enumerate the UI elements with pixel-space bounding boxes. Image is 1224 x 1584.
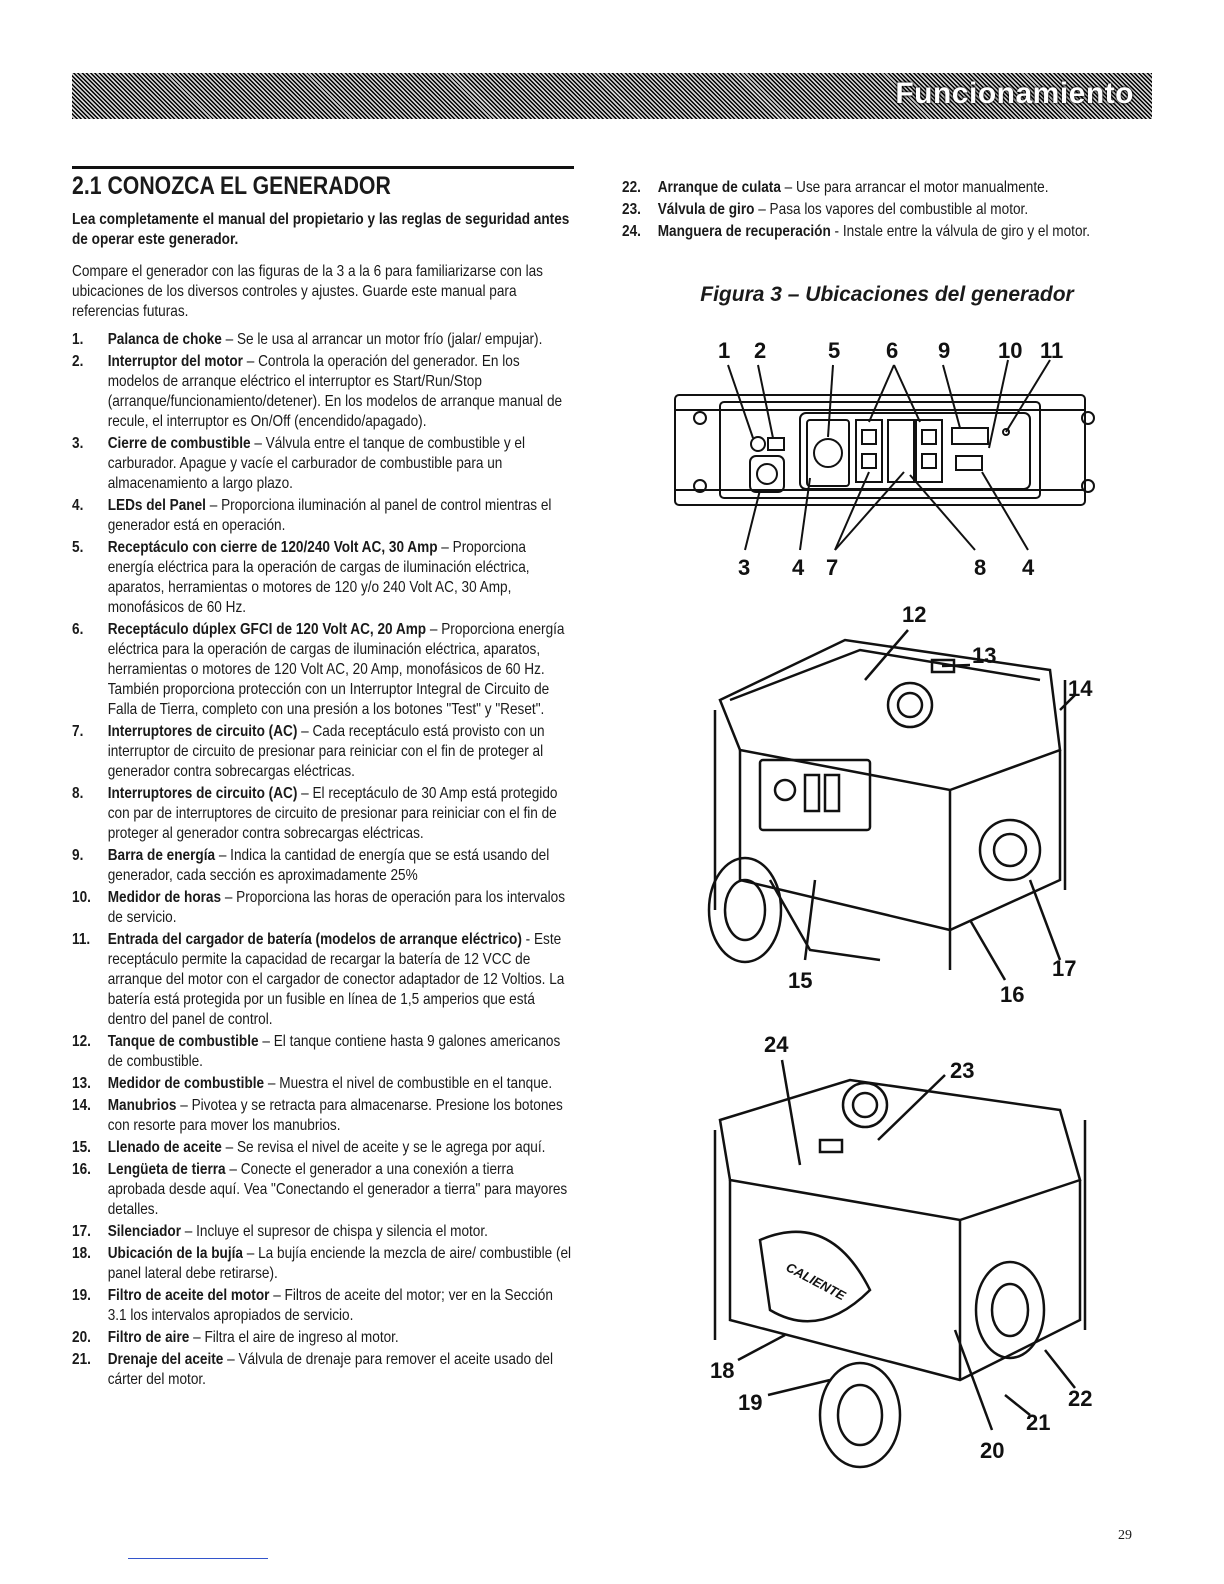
item-number: 19.	[72, 1287, 91, 1304]
component-list-right	[622, 178, 1149, 244]
generator-front-diagram	[709, 630, 1075, 980]
item-label: Interruptor del motor	[107, 353, 243, 370]
callout-1: 1	[718, 338, 731, 363]
callout-16: 16	[1000, 982, 1025, 1007]
item-label: Filtro de aire	[107, 1329, 190, 1346]
item-number: 22.	[622, 179, 641, 196]
item-number: 4.	[72, 497, 84, 514]
list-item	[72, 1138, 574, 1158]
callout-10: 10	[998, 338, 1023, 363]
generator-figure	[620, 320, 1140, 1510]
list-item	[72, 930, 574, 1030]
item-body	[108, 1032, 574, 1072]
generator-rear-diagram	[715, 1060, 1085, 1467]
item-description: – Válvula de drenaje para remover el aceite usado del cárter del motor.	[107, 1351, 553, 1388]
section-rule	[72, 166, 574, 169]
item-number: 13.	[72, 1075, 91, 1092]
callout-4b: 4	[1022, 555, 1035, 580]
list-item	[72, 784, 574, 844]
item-label: Manguera de recuperación	[657, 223, 831, 240]
item-body	[658, 222, 1149, 242]
list-item	[72, 1244, 574, 1284]
item-description: – Conecte el generador a una conexión a tierra aprobada desde aquí. Vea "Conectando el generador a tierra" para mayores detalles.	[107, 1161, 568, 1218]
item-label: Manubrios	[107, 1097, 177, 1114]
item-label: Ubicación de la bujía	[107, 1245, 243, 1262]
callout-11: 11	[1040, 338, 1064, 363]
list-item	[72, 496, 574, 536]
callout-14: 14	[1068, 676, 1093, 701]
item-number: 12.	[72, 1033, 91, 1050]
item-body	[108, 722, 574, 782]
item-description: – Indica la cantidad de energía que se está usando del generador, cada sección es aproximadamente 25%	[107, 847, 550, 884]
item-description: – Proporciona energía eléctrica para la operación de cargas de iluminación eléctrica, aparatos, herramientas o motores de 120 y/o 240 Volt AC, 30 Amp, monofásicos de 60 Hz.	[107, 539, 530, 616]
item-description: – Muestra el nivel de combustible en el tanque.	[264, 1075, 553, 1092]
item-body	[108, 1244, 574, 1284]
item-description: – Proporciona las horas de operación para los intervalos de servicio.	[107, 889, 566, 926]
item-body	[108, 1350, 574, 1390]
item-description: – Proporciona energía eléctrica para la operación de cargas de iluminación eléctrica, aparatos, herramientas o motores de 120 Volt AC, 20 Amp, monofásicos de 60 Hz. También proporciona protección con un Interruptor Integral de Circuito de Falla de Tierra, completo con una presión a los botones "Test" y "Reset".	[107, 621, 565, 718]
item-label: Tanque de combustible	[107, 1033, 259, 1050]
item-number: 6.	[72, 621, 84, 638]
item-body	[108, 1286, 574, 1326]
intro-bold-text: Lea completamente el manual del propietario y las reglas de seguridad antes de operar este generador.	[72, 211, 570, 248]
item-body	[108, 496, 574, 536]
item-body	[108, 784, 574, 844]
list-item	[622, 200, 1149, 220]
callout-2: 2	[754, 338, 767, 363]
list-item	[72, 352, 574, 432]
list-item	[72, 722, 574, 782]
item-description: – Válvula entre el tanque de combustible y el carburador. Apague y vacíe el carburador de combustible para un almacenamiento a largo plazo.	[107, 435, 525, 492]
list-item	[72, 1286, 574, 1326]
item-label: Barra de energía	[107, 847, 216, 864]
item-number: 21.	[72, 1351, 91, 1368]
callout-4a: 4	[792, 555, 805, 580]
list-item	[622, 222, 1149, 242]
item-body	[658, 178, 1149, 198]
item-number: 17.	[72, 1223, 91, 1240]
callout-22: 22	[1068, 1386, 1093, 1411]
item-label: Entrada del cargador de batería (modelos de arranque eléctrico)	[107, 931, 522, 948]
item-number: 10.	[72, 889, 91, 906]
item-body	[108, 1160, 574, 1220]
callout-20: 20	[980, 1438, 1005, 1463]
component-list-left	[72, 330, 574, 1392]
callout-13: 13	[972, 643, 997, 668]
callout-15: 15	[788, 968, 813, 993]
item-label: Interruptores de circuito (AC)	[107, 785, 298, 802]
figure-caption: Figura 3 – Ubicaciones del generador	[700, 283, 1074, 306]
callout-12: 12	[902, 602, 927, 627]
control-panel-diagram	[675, 360, 1094, 550]
item-description: – Use para arrancar el motor manualmente.	[780, 179, 1049, 196]
section-banner	[72, 73, 1152, 119]
footer-rule	[128, 1558, 268, 1559]
callout-7: 7	[826, 555, 839, 580]
item-label: Válvula de giro	[657, 201, 755, 218]
item-number: 24.	[622, 223, 641, 240]
item-label: Medidor de combustible	[107, 1075, 265, 1092]
item-body	[658, 200, 1149, 220]
item-description: – Pivotea y se retracta para almacenarse. Presione los botones con resorte para mover los manubrios.	[107, 1097, 563, 1134]
callout-5: 5	[828, 338, 841, 363]
item-description: – Filtros de aceite del motor; ver en la Sección 3.1 los intervalos apropiados de servicio.	[107, 1287, 553, 1324]
item-label: Receptáculo dúplex GFCI de 120 Volt AC, 20 Amp	[107, 621, 427, 638]
item-body	[108, 930, 574, 1030]
callout-8: 8	[974, 555, 987, 580]
callout-17: 17	[1052, 956, 1077, 981]
item-body	[108, 1074, 574, 1094]
item-body	[108, 888, 574, 928]
item-description: – Se le usa al arrancar un motor frío (jalar/ empujar).	[221, 331, 543, 348]
item-body	[108, 1328, 574, 1348]
item-label: Drenaje del aceite	[107, 1351, 224, 1368]
item-number: 1.	[72, 331, 84, 348]
item-number: 8.	[72, 785, 84, 802]
item-label: Receptáculo con cierre de 120/240 Volt AC, 30 Amp	[107, 539, 438, 556]
list-item	[72, 1328, 574, 1348]
banner-title: Funcionamiento	[895, 77, 1134, 110]
list-item	[72, 1350, 574, 1390]
item-description: - Este receptáculo permite la capacidad de recargar la batería de 12 VCC de arranque del motor con el cargador de conector adaptador de 12 Voltios. La batería está protegida por un fusible en línea de 1,5 amperios que está dentro del panel de control.	[107, 931, 565, 1028]
list-item	[72, 434, 574, 494]
brand-label: CALIENTE	[783, 1259, 849, 1304]
item-label: Filtro de aceite del motor	[107, 1287, 270, 1304]
item-description: – Incluye el supresor de chispa y silencia el motor.	[181, 1223, 488, 1240]
item-description: – Pasa los vapores del combustible al motor.	[754, 201, 1029, 218]
list-item	[72, 888, 574, 928]
list-item	[72, 1096, 574, 1136]
item-body	[108, 1096, 574, 1136]
item-label: Palanca de choke	[107, 331, 222, 348]
item-label: LEDs del Panel	[107, 497, 206, 514]
item-description: – Se revisa el nivel de aceite y se le agrega por aquí.	[221, 1139, 546, 1156]
item-description: – Controla la operación del generador. En los modelos de arranque eléctrico el interruptor es Start/Run/Stop (arranque/funcionamiento/detener). En los modelos de arranque manual de recule, el interruptor es On/Off (encendido/apagado).	[107, 353, 563, 430]
item-body	[108, 352, 574, 432]
item-number: 2.	[72, 353, 84, 370]
item-body	[108, 620, 574, 720]
callout-18: 18	[710, 1358, 735, 1383]
item-description: – El receptáculo de 30 Amp está protegido con par de interruptores de circuito de presionar para reiniciar con el fin de proteger al generador contra sobrecargas eléctricas.	[107, 785, 558, 842]
item-body	[108, 846, 574, 886]
list-item	[72, 538, 574, 618]
item-description: – Filtra el aire de ingreso al motor.	[189, 1329, 399, 1346]
list-item	[72, 1160, 574, 1220]
page-number: 29	[1118, 1528, 1132, 1543]
item-number: 7.	[72, 723, 84, 740]
item-description: – El tanque contiene hasta 9 galones americanos de combustible.	[107, 1033, 561, 1070]
item-number: 20.	[72, 1329, 91, 1346]
list-item	[72, 1074, 574, 1094]
item-label: Arranque de culata	[657, 179, 781, 196]
item-number: 14.	[72, 1097, 91, 1114]
item-label: Lengüeta de tierra	[107, 1161, 226, 1178]
item-number: 3.	[72, 435, 84, 452]
list-item	[622, 178, 1149, 198]
list-item	[72, 846, 574, 886]
item-label: Llenado de aceite	[107, 1139, 222, 1156]
item-description: - Instale entre la válvula de giro y el motor.	[830, 223, 1091, 240]
list-item	[72, 1222, 574, 1242]
item-number: 16.	[72, 1161, 91, 1178]
callout-9: 9	[938, 338, 951, 363]
intro-text: Compare el generador con las figuras de la 3 a la 6 para familiarizarse con las ubicaciones de los diversos controles y ajustes. Guarde este manual para referencias futuras.	[72, 263, 543, 320]
list-item	[72, 620, 574, 720]
item-number: 15.	[72, 1139, 91, 1156]
item-label: Silenciador	[107, 1223, 182, 1240]
callout-23: 23	[950, 1058, 975, 1083]
item-description: – La bujía enciende la mezcla de aire/ combustible (el panel lateral debe retirarse).	[107, 1245, 572, 1282]
callout-3: 3	[738, 555, 751, 580]
item-label: Interruptores de circuito (AC)	[107, 723, 298, 740]
item-number: 5.	[72, 539, 84, 556]
item-body	[108, 330, 574, 350]
item-body	[108, 1222, 574, 1242]
item-body	[108, 538, 574, 618]
item-number: 18.	[72, 1245, 91, 1262]
callout-19: 19	[738, 1390, 763, 1415]
item-number: 9.	[72, 847, 84, 864]
item-description: – Proporciona iluminación al panel de control mientras el generador está en operación.	[107, 497, 552, 534]
item-label: Cierre de combustible	[107, 435, 251, 452]
item-body	[108, 434, 574, 494]
callout-6: 6	[886, 338, 899, 363]
callout-24: 24	[764, 1032, 789, 1057]
item-description: – Cada receptáculo está provisto con un interruptor de circuito de presionar para reiniciar con el fin de proteger al generador contra sobrecargas eléctricas.	[107, 723, 545, 780]
section-title: 2.1 CONOZCA EL GENERADOR	[72, 172, 391, 200]
list-item	[72, 1032, 574, 1072]
callout-21: 21	[1026, 1410, 1051, 1435]
item-number: 11.	[72, 931, 91, 948]
item-label: Medidor de horas	[107, 889, 222, 906]
list-item	[72, 330, 574, 350]
item-body	[108, 1138, 574, 1158]
item-number: 23.	[622, 201, 641, 218]
